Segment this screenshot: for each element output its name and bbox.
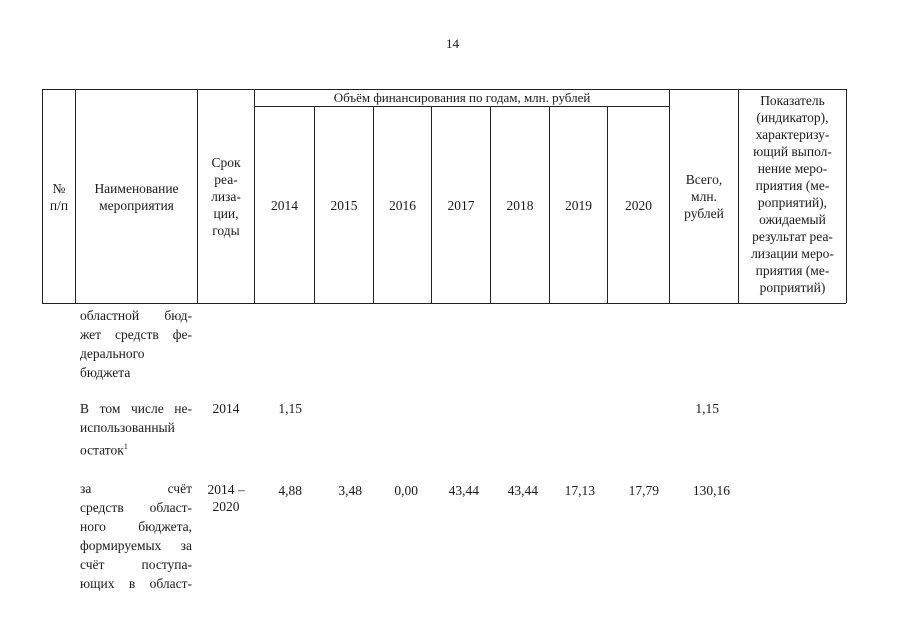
col-border [846, 89, 847, 303]
row3-name-line: счёт поступа- [80, 557, 192, 572]
row3-value-2014: 4,88 [278, 483, 302, 498]
header-year-2014: 2014 [271, 197, 298, 213]
row3-term-line: 2014 – [207, 482, 245, 497]
row3-name-line: ного бюджета, [80, 519, 192, 534]
header-indicator: Показатель (индикатор), характеризу-ющий выпол-нение меро-приятия (ме-роприятий), ожидаемый результат реа-лизации меро-приятия (ме-роприятий) [751, 93, 834, 295]
header-term: Срок реа-лиза-ции, годы [211, 155, 241, 238]
header-year-2017: 2017 [447, 197, 475, 213]
row1-name [80, 306, 192, 382]
row2-name-line: использованный [80, 420, 175, 435]
row2-total: 1,15 [695, 401, 719, 416]
footnote-marker: 1 [123, 442, 128, 451]
row3-name-line: ющих в област- [80, 576, 192, 591]
row3-term [198, 481, 254, 515]
header-funding-group: Объём финансирования по годам, млн. рублей [333, 90, 591, 105]
row2-name-text: остаток [80, 442, 124, 458]
header-year-2016: 2016 [389, 197, 416, 213]
row3-value-2018: 43,44 [507, 483, 538, 498]
row3-term-line: 2020 [212, 499, 240, 514]
page-number: 14 [446, 36, 459, 51]
row1-name-line: областной бюд- [80, 308, 192, 323]
row3-total: 130,16 [692, 483, 730, 498]
row3-name-line: формируемых за [80, 538, 192, 553]
row3-value-2017: 43,44 [448, 483, 479, 498]
row2-name-line: В том числе не- [80, 401, 192, 416]
row3-value-2019: 17,13 [564, 483, 595, 498]
header-year-2015: 2015 [330, 197, 358, 213]
header-year-2020: 2020 [625, 197, 652, 213]
header-number: № п/п [49, 180, 69, 213]
header-total: Всего, млн. рублей [684, 172, 724, 221]
row2-name-line [80, 437, 192, 460]
header-year-2018: 2018 [506, 197, 534, 213]
row2-name [80, 399, 192, 460]
row3-name [80, 479, 192, 593]
row2-term: 2014 [212, 401, 240, 416]
row3-name-line: за счёт [80, 481, 192, 496]
header-year-2019: 2019 [565, 197, 592, 213]
row1-name-line: жет средств фе- [80, 327, 192, 342]
row3-value-2020: 17,79 [628, 483, 659, 498]
row3-value-2016: 0,00 [394, 483, 418, 498]
row3-name-line: средств област- [80, 500, 192, 515]
header-bottom-border [42, 303, 846, 304]
row1-name-line: бюджета [80, 365, 131, 380]
row1-name-line: дерального [80, 346, 145, 361]
row2-value-2014: 1,15 [278, 401, 302, 416]
row3-value-2015: 3,48 [338, 483, 362, 498]
header-name: Наименование мероприятия [94, 180, 179, 213]
